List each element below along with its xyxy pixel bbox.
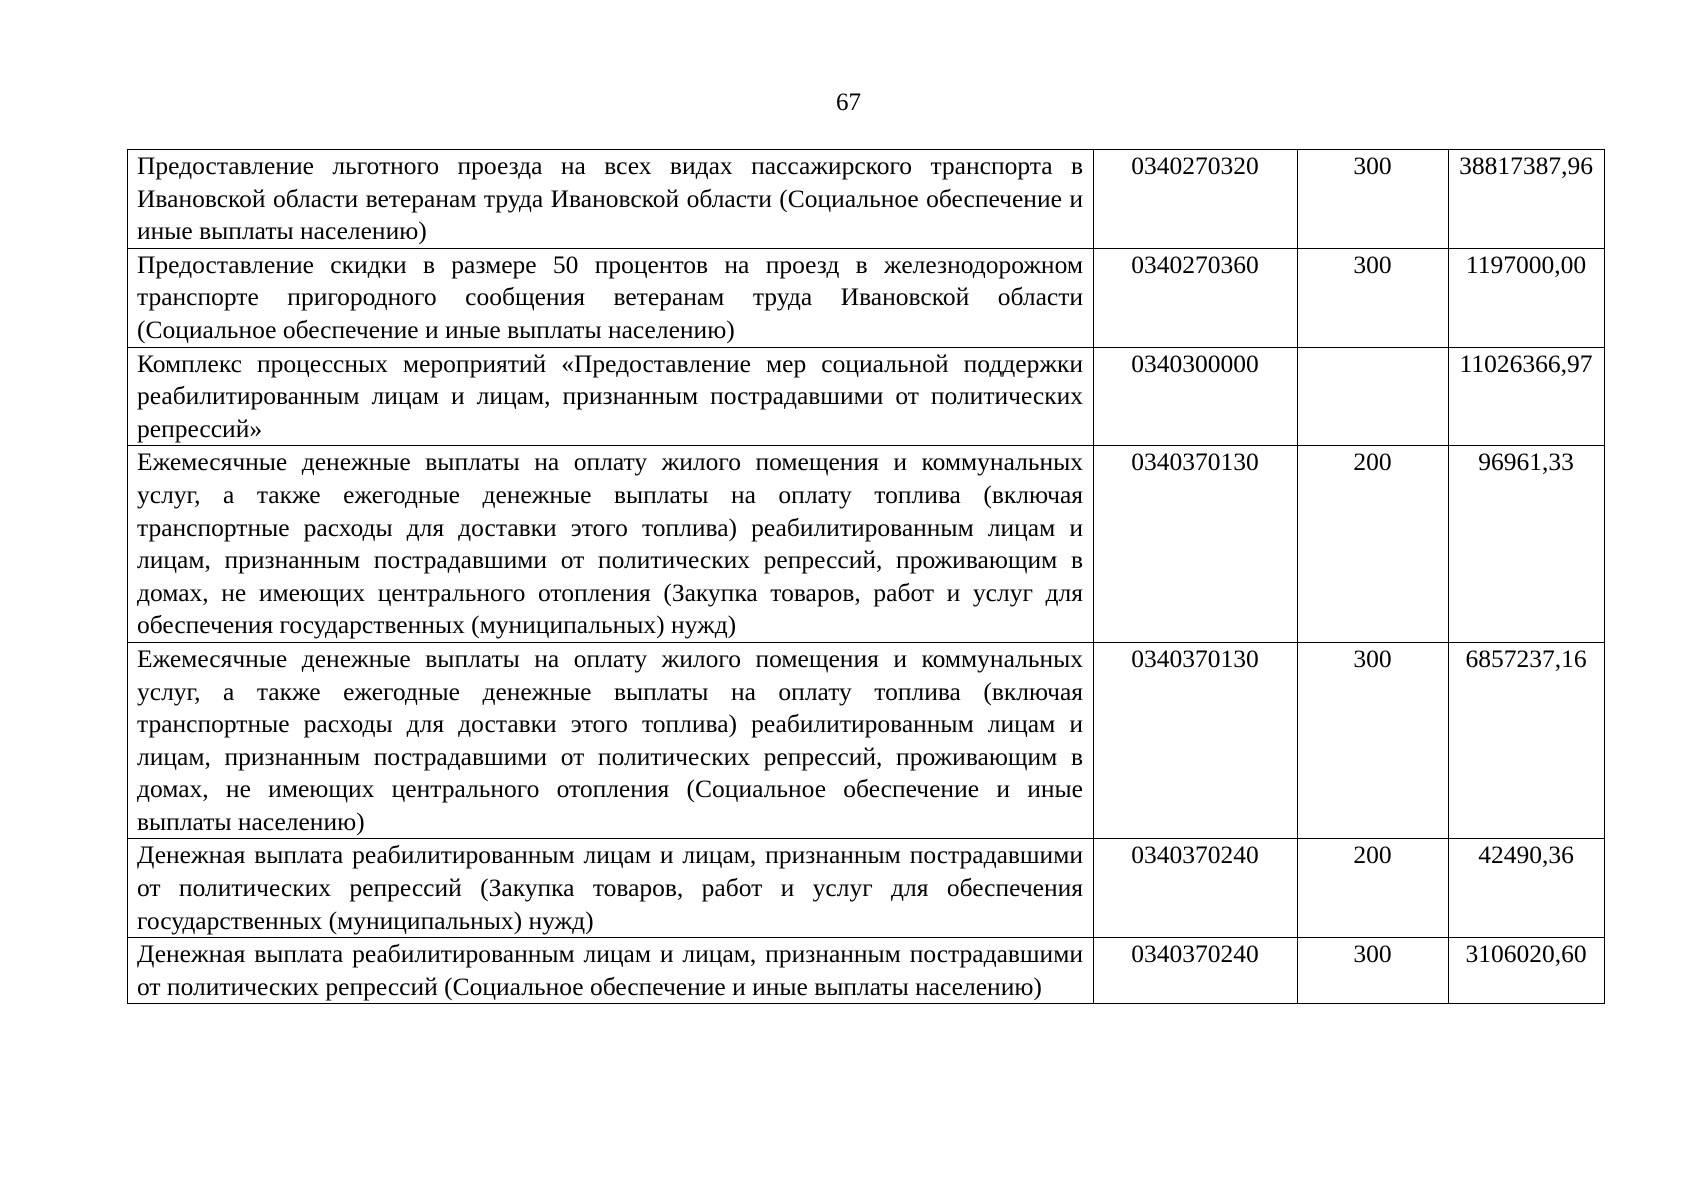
row-sum-cell: 3106020,60: [1449, 938, 1605, 1004]
row-code-cell: 0340370130: [1094, 446, 1298, 643]
row-code-cell: 0340270320: [1094, 150, 1298, 249]
budget-table: [127, 149, 1605, 1004]
row-sum-cell: 38817387,96: [1449, 150, 1605, 249]
row-code-cell: 0340300000: [1094, 347, 1298, 446]
row-name-cell: Предоставление льготного проезда на всех видах пассажирского транспорта в Ивановской области ветеранам труда Ивановской области (Социальное обеспечение и иные выплаты населению): [128, 150, 1094, 249]
row-code-cell: 0340370130: [1094, 642, 1298, 839]
row-sum-cell: 96961,33: [1449, 446, 1605, 643]
row-sum-cell: 42490,36: [1449, 839, 1605, 938]
row-type-cell: 300: [1298, 248, 1449, 347]
row-type-cell: 300: [1298, 938, 1449, 1004]
row-code-cell: 0340270360: [1094, 248, 1298, 347]
row-sum-cell: 6857237,16: [1449, 642, 1605, 839]
row-type-cell: 200: [1298, 839, 1449, 938]
table-row: [128, 248, 1605, 347]
row-name-cell: Ежемесячные денежные выплаты на оплату жилого помещения и коммунальных услуг, а также ежегодные денежные выплаты на оплату топлива (включая транспортные расходы для доставки этого топлива) реабилитированным лицам и лицам, признанным пострадавшими от политических репрессий, проживающим в домах, не имеющих центрального отопления (Социальное обеспечение и иные выплаты населению): [128, 642, 1094, 839]
row-sum-cell: 11026366,97: [1449, 347, 1605, 446]
table-row: [128, 642, 1605, 839]
table-row: [128, 150, 1605, 249]
table-row: [128, 347, 1605, 446]
table-row: [128, 839, 1605, 938]
row-type-cell: [1298, 347, 1449, 446]
row-name-cell: Денежная выплата реабилитированным лицам и лицам, признанным пострадавшими от политических репрессий (Закупка товаров, работ и услуг для обеспечения государственных (муниципальных) нужд): [128, 839, 1094, 938]
row-type-cell: 300: [1298, 150, 1449, 249]
row-code-cell: 0340370240: [1094, 938, 1298, 1004]
row-name-cell: Денежная выплата реабилитированным лицам и лицам, признанным пострадавшими от политических репрессий (Социальное обеспечение и иные выплаты населению): [128, 938, 1094, 1004]
row-name-cell: Ежемесячные денежные выплаты на оплату жилого помещения и коммунальных услуг, а также ежегодные денежные выплаты на оплату топлива (включая транспортные расходы для доставки этого топлива) реабилитированным лицам и лицам, признанным пострадавшими от политических репрессий, проживающим в домах, не имеющих центрального отопления (Закупка товаров, работ и услуг для обеспечения государственных (муниципальных) нужд): [128, 446, 1094, 643]
page-number: 67: [836, 89, 861, 116]
row-name-cell: Комплекс процессных мероприятий «Предоставление мер социальной поддержки реабилитированным лицам и лицам, признанным пострадавшими от политических репрессий»: [128, 347, 1094, 446]
row-code-cell: 0340370240: [1094, 839, 1298, 938]
row-type-cell: 200: [1298, 446, 1449, 643]
row-sum-cell: 1197000,00: [1449, 248, 1605, 347]
table-row: [128, 938, 1605, 1004]
row-name-cell: Предоставление скидки в размере 50 процентов на проезд в железнодорожном транспорте пригородного сообщения ветеранам труда Ивановской области (Социальное обеспечение и иные выплаты населению): [128, 248, 1094, 347]
row-type-cell: 300: [1298, 642, 1449, 839]
table-row: [128, 446, 1605, 643]
